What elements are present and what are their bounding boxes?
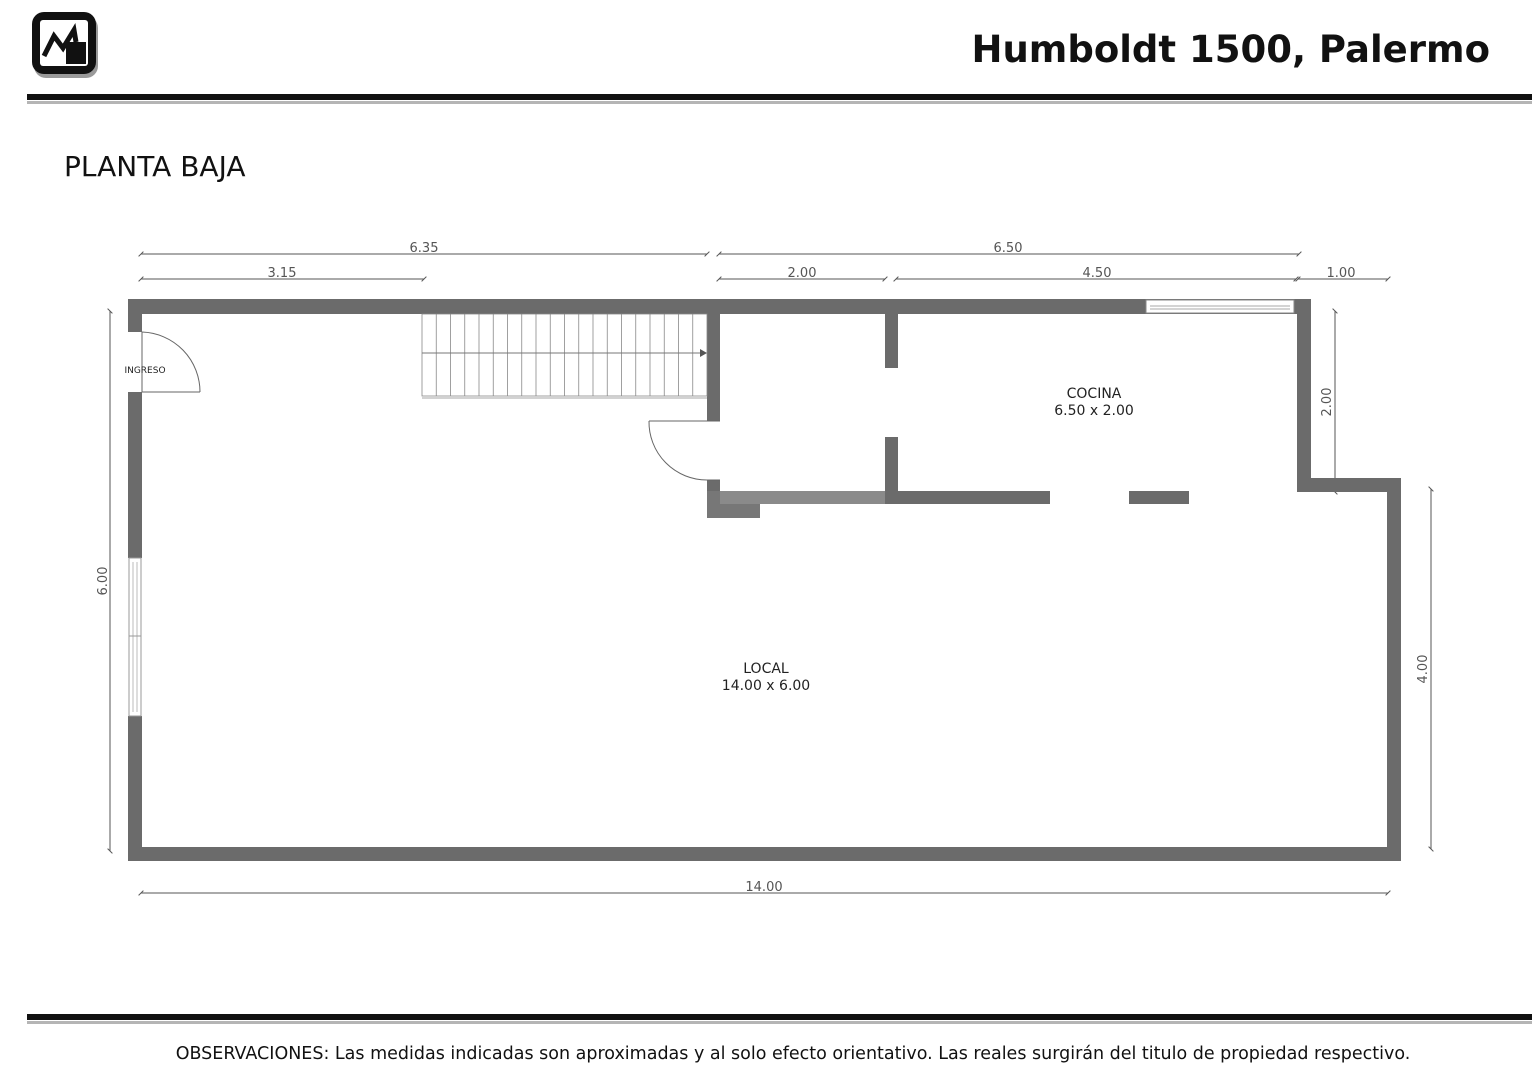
wall-kitchen-bottom-dark — [885, 491, 1050, 504]
footer-divider — [27, 1014, 1532, 1020]
dim-right-upper-height: 2.00 — [1320, 387, 1335, 417]
dim-top-left-total: 6.35 — [409, 241, 439, 256]
dim-top-mid-b: 4.50 — [1082, 266, 1112, 281]
window-left — [129, 558, 141, 716]
staircase — [422, 314, 707, 398]
wall-right-step — [1297, 478, 1401, 492]
dim-left-height: 6.00 — [96, 566, 111, 596]
walls — [128, 299, 1401, 861]
dim-top-mid-a: 2.00 — [787, 266, 817, 281]
kitchen-size: 6.50 x 2.00 — [1054, 403, 1134, 419]
window-kitchen — [1146, 300, 1294, 313]
inner-door — [649, 421, 720, 480]
footer-note: OBSERVACIONES: Las medidas indicadas son aproximadas y al solo efecto orientativo. Las reales surgirán del titulo de propiedad respectivo. — [175, 1044, 1411, 1064]
wall-kitchen-inner-bottom — [885, 437, 898, 499]
wall-kitchen-inner-top — [885, 314, 898, 368]
dimension-lines — [110, 254, 1431, 893]
shop-size: 14.00 x 6.00 — [721, 678, 811, 694]
wall-kitchen-bottom-right — [1129, 491, 1189, 504]
wall-right-lower — [1387, 478, 1401, 861]
wall-stair-partition — [707, 299, 720, 421]
page-title: Humboldt 1500, Palermo — [971, 28, 1490, 71]
dim-top-right-end: 1.00 — [1326, 266, 1356, 281]
floor-title: PLANTA BAJA — [64, 150, 246, 183]
entrance-label: INGRESO — [124, 366, 166, 376]
wall-left-top — [128, 299, 142, 332]
dim-right-lower-height: 4.00 — [1416, 654, 1431, 684]
shop-name: LOCAL — [743, 661, 789, 677]
wall-bottom — [128, 847, 1401, 861]
entrance-door — [142, 332, 200, 392]
dim-bottom-total: 14.00 — [745, 880, 783, 895]
wall-right-upper — [1297, 299, 1311, 492]
wall-left-bottom — [128, 716, 142, 861]
wall-left-mid — [128, 392, 142, 558]
footer-divider-shadow — [27, 1021, 1532, 1024]
dim-top-right-total: 6.50 — [993, 241, 1023, 256]
kitchen-name: COCINA — [1066, 386, 1122, 402]
dim-top-left-partial: 3.15 — [267, 266, 297, 281]
